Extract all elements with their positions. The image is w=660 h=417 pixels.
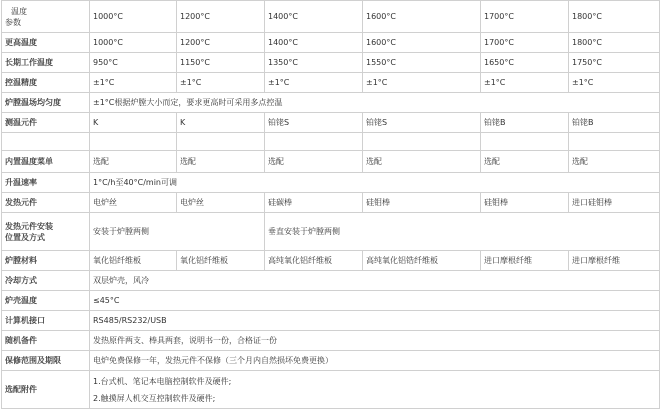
row-warranty	[2, 351, 660, 371]
cell	[265, 133, 363, 151]
cell	[481, 133, 569, 151]
cell: 安装于炉膛两侧	[90, 213, 265, 251]
cell: 高纯氧化铝锆纤维板	[363, 251, 481, 271]
header-temp: 1400°C	[265, 1, 363, 33]
option-line: 1.台式机、笔记本电脑控制软件及硬件;	[93, 376, 232, 386]
cell: 1400°C	[265, 33, 363, 53]
row-label: 更高温度	[2, 33, 90, 53]
row-label: 发热元件	[2, 193, 90, 213]
cell: ≤45°C	[90, 291, 660, 311]
cell: 铂铑B	[569, 113, 660, 133]
row-label: 计算机接口	[2, 311, 90, 331]
row-interface	[2, 311, 660, 331]
cell: K	[177, 113, 265, 133]
cell: 氧化铝纤维板	[90, 251, 177, 271]
corner-parameter-label: 参数	[5, 17, 21, 27]
cell: 铂铑S	[265, 113, 363, 133]
cell: 氧化铝纤维板	[177, 251, 265, 271]
row-shell-temp	[2, 291, 660, 311]
header-temp: 1700°C	[481, 1, 569, 33]
cell	[177, 133, 265, 151]
cell: 1600°C	[363, 33, 481, 53]
cell: 双层炉壳，风冷	[90, 271, 660, 291]
cell: ±1°C	[569, 73, 660, 93]
cell: 1550°C	[363, 53, 481, 73]
row-empty	[2, 133, 660, 151]
header-temp: 1000°C	[90, 1, 177, 33]
header-temp: 1200°C	[177, 1, 265, 33]
row-cooling	[2, 271, 660, 291]
cell: 垂直安装于炉膛两侧	[265, 213, 660, 251]
row-label: 炉膛材料	[2, 251, 90, 271]
cell: 1700°C	[481, 33, 569, 53]
corner-header-cell	[2, 1, 90, 33]
row-label: 炉壳温度	[2, 291, 90, 311]
cell: 1150°C	[177, 53, 265, 73]
cell: 硅钼棒	[481, 193, 569, 213]
row-control-accuracy	[2, 73, 660, 93]
row-label: 冷却方式	[2, 271, 90, 291]
option-line: 2.触摸屏人机交互控制软件及硬件;	[93, 393, 216, 403]
cell: 硅钼棒	[363, 193, 481, 213]
row-label: 炉膛温场均匀度	[2, 93, 90, 113]
cell: 选配	[363, 151, 481, 173]
row-programs	[2, 151, 660, 173]
cell: ±1°C	[363, 73, 481, 93]
cell	[90, 371, 660, 409]
spec-table	[1, 0, 660, 409]
cell: 选配	[90, 151, 177, 173]
cell: 电炉丝	[177, 193, 265, 213]
row-options	[2, 371, 660, 409]
row-label-line: 发热元件安装	[5, 221, 53, 231]
cell: 硅碳棒	[265, 193, 363, 213]
cell: 高纯氧化铝纤维板	[265, 251, 363, 271]
cell	[90, 133, 177, 151]
row-label: 选配附件	[2, 371, 90, 409]
row-sensor	[2, 113, 660, 133]
cell: ±1°C根据炉膛大小而定，要求更高时可采用多点控温	[90, 93, 660, 113]
row-label: 保修范围及期限	[2, 351, 90, 371]
cell: 电炉免费保修一年，发热元件不保修（三个月内自然损坏免费更换）	[90, 351, 660, 371]
row-label: 随机备件	[2, 331, 90, 351]
header-temp: 1600°C	[363, 1, 481, 33]
row-label-line: 位置及方式	[5, 232, 45, 242]
cell: 1350°C	[265, 53, 363, 73]
cell: 1000°C	[90, 33, 177, 53]
header-row	[2, 1, 660, 33]
row-long-term-temp	[2, 53, 660, 73]
corner-temperature-label: 温度	[11, 6, 27, 16]
cell: ±1°C	[177, 73, 265, 93]
row-heater-install	[2, 213, 660, 251]
row-label: 测温元件	[2, 113, 90, 133]
cell: 1°C/h至40°C/min可调	[90, 173, 660, 193]
cell: 进口摩根纤维	[569, 251, 660, 271]
cell: 铂铑S	[363, 113, 481, 133]
row-accessories	[2, 331, 660, 351]
cell: 选配	[569, 151, 660, 173]
cell	[2, 133, 90, 151]
cell	[569, 133, 660, 151]
row-chamber-material	[2, 251, 660, 271]
cell: 发热原件两支、棒具两套，说明书一份，合格证一份	[90, 331, 660, 351]
header-temp: 1800°C	[569, 1, 660, 33]
cell: 选配	[177, 151, 265, 173]
cell: 铂铑B	[481, 113, 569, 133]
row-heating-rate	[2, 173, 660, 193]
cell: ±1°C	[265, 73, 363, 93]
cell: 1650°C	[481, 53, 569, 73]
row-label	[2, 213, 90, 251]
cell: 950°C	[90, 53, 177, 73]
row-uniformity	[2, 93, 660, 113]
row-label: 控温精度	[2, 73, 90, 93]
cell: 进口硅钼棒	[569, 193, 660, 213]
cell: 1200°C	[177, 33, 265, 53]
cell: 选配	[265, 151, 363, 173]
cell: 1800°C	[569, 33, 660, 53]
cell: RS485/RS232/USB	[90, 311, 660, 331]
cell: K	[90, 113, 177, 133]
cell: 电炉丝	[90, 193, 177, 213]
cell: 进口摩根纤维	[481, 251, 569, 271]
cell	[363, 133, 481, 151]
cell: ±1°C	[481, 73, 569, 93]
row-heater	[2, 193, 660, 213]
row-label: 内置温度菜单	[2, 151, 90, 173]
cell: 1750°C	[569, 53, 660, 73]
row-max-temp	[2, 33, 660, 53]
row-label: 升温速率	[2, 173, 90, 193]
cell: ±1°C	[90, 73, 177, 93]
cell: 选配	[481, 151, 569, 173]
row-label: 长期工作温度	[2, 53, 90, 73]
